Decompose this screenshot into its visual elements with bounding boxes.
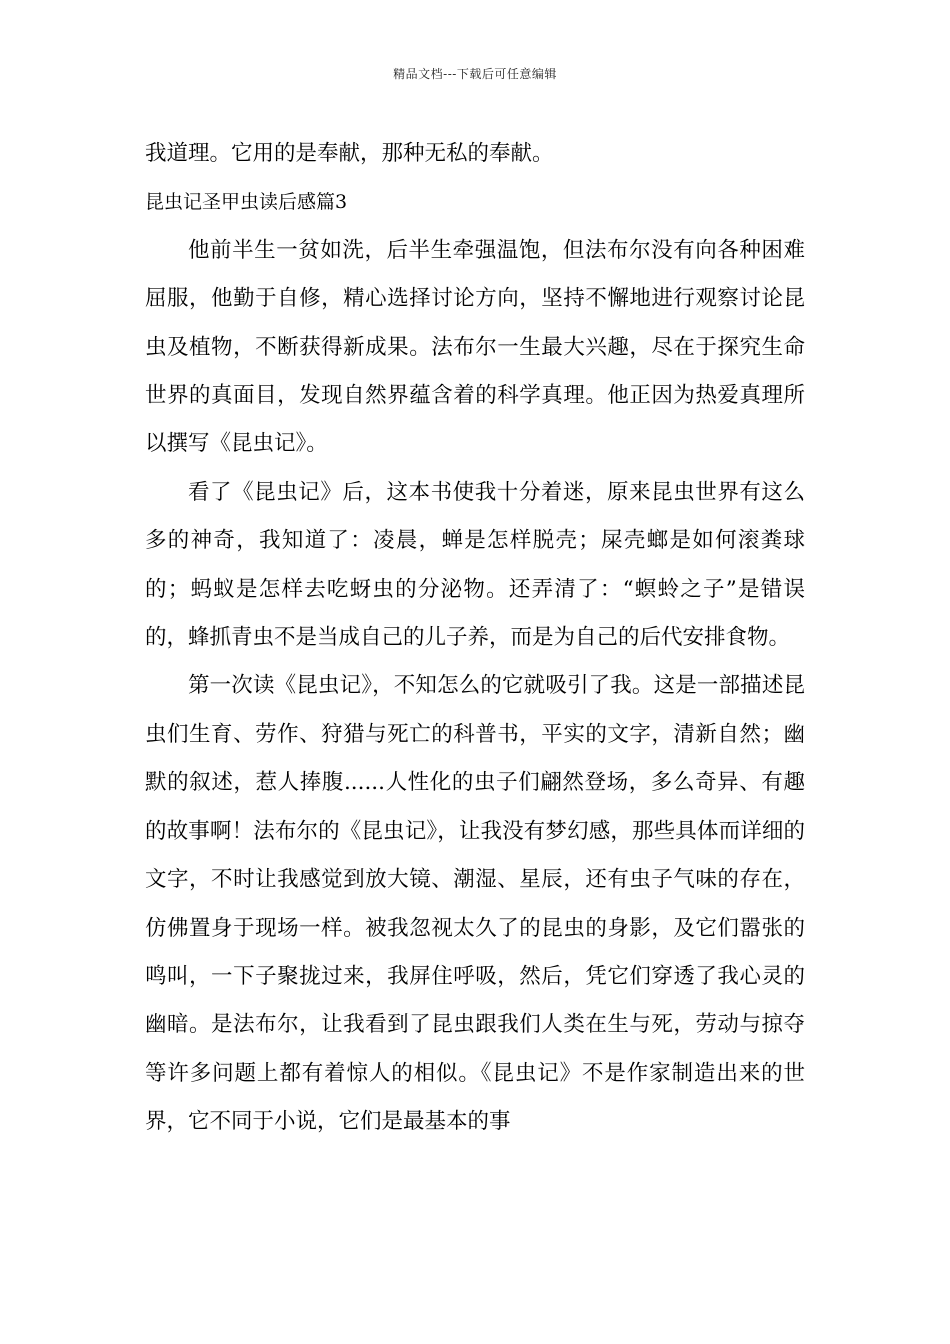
document-body (145, 130, 805, 1147)
paragraph-1: 他前半生一贫如洗，后半生牵强温饱，但法布尔没有向各种困难屈服，他勤于自修，精心选择讨论方向，坚持不懈地进行观察讨论昆虫及植物，不断获得新成果。法布尔一生最大兴趣，尽在于探究生命世界的真面目，发现自然界蕴含着的科学真理。他正因为热爱真理所以撰写《昆虫记》。 (145, 237, 805, 457)
section-title: 昆虫记圣甲虫读后感篇3 (145, 191, 348, 214)
paragraph-continuation: 我道理。它用的是奉献，那种无私的奉献。 (145, 141, 554, 166)
paragraph-2: 看了《昆虫记》后，这本书使我十分着迷，原来昆虫世界有这么多的神奇，我知道了：凌晨，蝉是怎样脱壳；屎壳螂是如何滚粪球的；蚂蚁是怎样去吃蚜虫的分泌物。还弄清了：“螟蛉之子”是错误的，蜂抓青虫不是当成自己的儿子养，而是为自己的后代安排食物。 (145, 479, 805, 651)
page-header: 精品文档---下载后可任意编辑 (393, 67, 557, 81)
paragraph-3: 第一次读《昆虫记》，不知怎么的它就吸引了我。这是一部描述昆虫们生育、劳作、狩猎与死亡的科普书，平实的文字，清新自然；幽默的叙述，惹人捧腹......人性化的虫子们翩然登场，多么奇异、有趣的故事啊！法布尔的《昆虫记》，让我没有梦幻感，那些具体而详细的文字，不时让我感觉到放大镜、潮湿、星辰，还有虫子气味的存在，仿佛置身于现场一样。被我忽视太久了的昆虫的身影，及它们嚣张的鸣叫，一下子聚拢过来，我屏住呼吸，然后，凭它们穿透了我心灵的幽暗。是法布尔，让我看到了昆虫跟我们人类在生与死，劳动与掠夺等许多问题上都有着惊人的相似。《昆虫记》不是作家制造出来的世界，它不同于小说，它们是最基本的事 (145, 673, 805, 1135)
